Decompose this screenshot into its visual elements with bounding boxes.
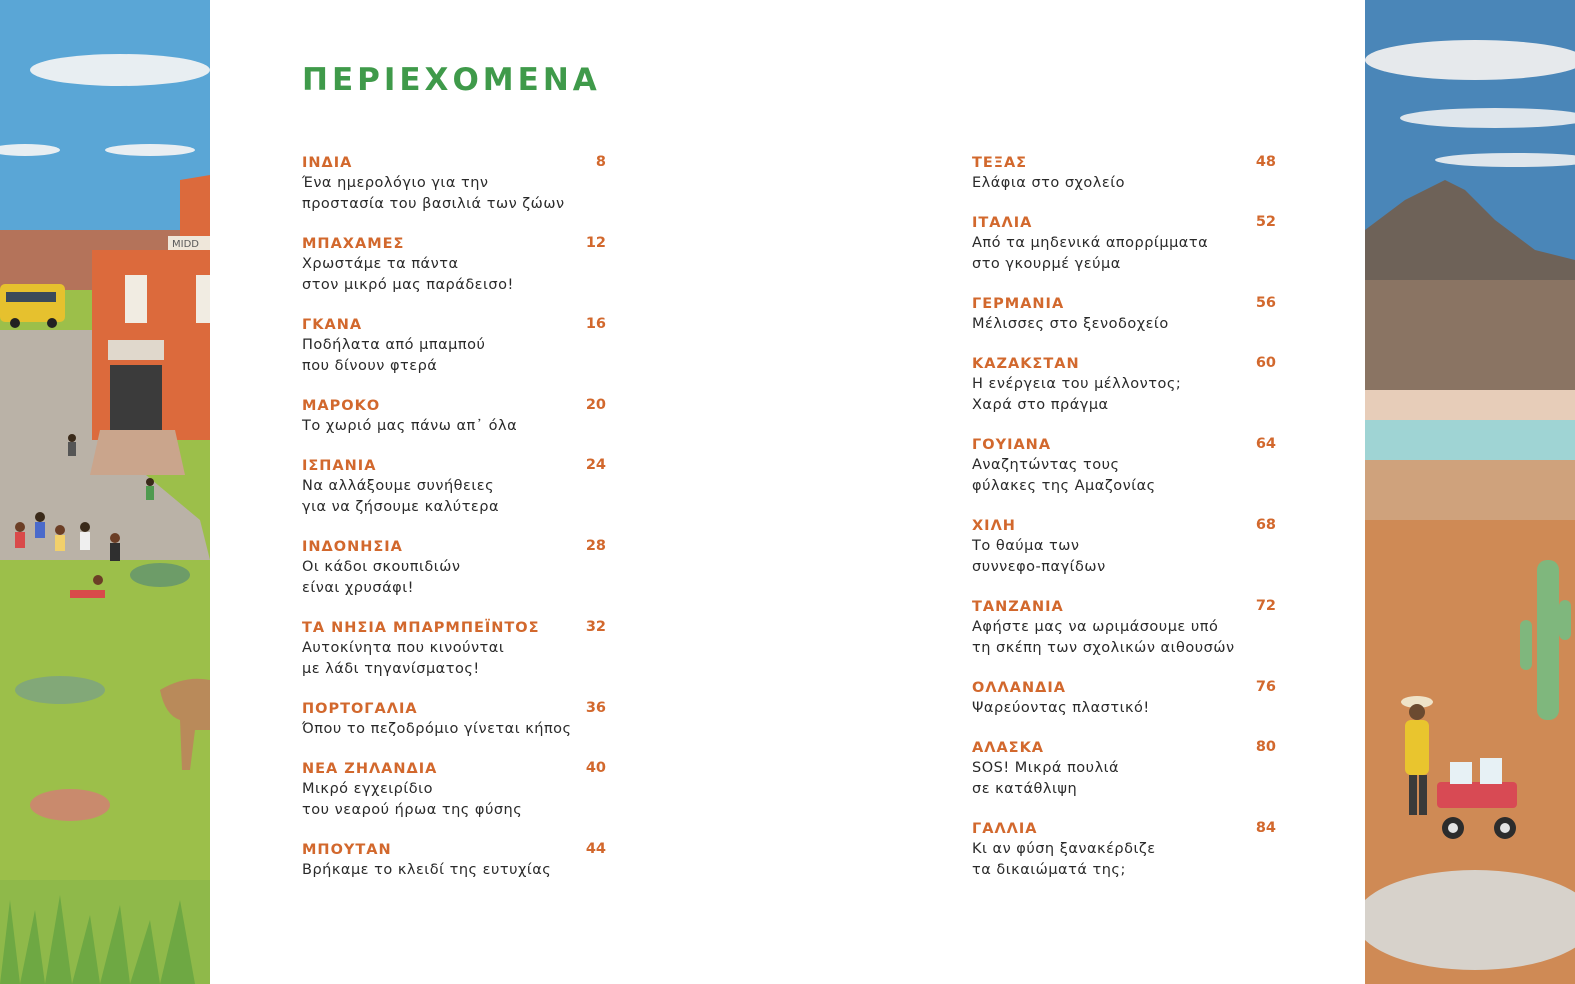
page-number: 76 [1255, 679, 1276, 695]
country-name: ΙΝΔΟΝΗΣΙΑ [302, 539, 403, 555]
toc-left-column [302, 152, 606, 899]
toc-entry-header [972, 152, 1276, 173]
toc-entry [302, 617, 606, 680]
country-name: ΤΑ ΝΗΣΙΑ ΜΠΑΡΜΠΕΪΝΤΟΣ [302, 620, 540, 636]
bus-wheel [10, 318, 20, 328]
page-number: 36 [585, 700, 606, 716]
page-number: 44 [585, 841, 606, 857]
chapter-title-line: Μέλισσες στο ξενοδοχείο [972, 316, 1169, 332]
chapter-title-line: που δίνουν φτερά [302, 358, 438, 374]
chapter-title-line: Το χωριό μας πάνω απ᾽ όλα [302, 418, 518, 434]
toc-entry-header [302, 455, 606, 476]
chapter-title-line: Ποδήλατα από μπαμπού [302, 337, 486, 353]
toc-entry [302, 233, 606, 296]
toc-entry-header [302, 839, 606, 860]
page-number: 20 [585, 397, 606, 413]
toc-entry [302, 314, 606, 377]
chapter-title-line: SOS! Μικρά πουλιά [972, 760, 1120, 776]
chapter-title-line: Η ενέργεια του μέλλοντος; [972, 376, 1182, 392]
toc-entry [302, 758, 606, 821]
toc-entry-header [302, 698, 606, 719]
country-name: ΜΠΟΥΤΑΝ [302, 842, 392, 858]
chapter-title-line: συννεφο-παγίδων [972, 559, 1106, 575]
toc-entry [972, 596, 1276, 659]
country-name: ΜΠΑΧΑΜΕΣ [302, 236, 405, 252]
chapter-title-line: Αναζητώντας τους [972, 457, 1120, 473]
chapter-title-line: τη σκέπη των σχολικών αιθουσών [972, 640, 1235, 656]
toc-entry-header [302, 617, 606, 638]
chapter-title-line: είναι χρυσάφι! [302, 580, 414, 596]
cactus-arm [1559, 600, 1571, 640]
page-number: 72 [1255, 598, 1276, 614]
page-number: 40 [585, 760, 606, 776]
chapter-title-line: Όπου το πεζοδρόμιο γίνεται κήπος [302, 721, 572, 737]
cactus-arm [1520, 620, 1532, 670]
country-name: ΙΣΠΑΝΙΑ [302, 458, 377, 474]
chapter-title-line: Μικρό εγχειρίδιο [302, 781, 433, 797]
bush [15, 676, 105, 704]
chapter-title-line: Αυτοκίνητα που κινούνται [302, 640, 505, 656]
toc-entry [302, 395, 606, 437]
chapter-title-line: Οι κάδοι σκουπιδιών [302, 559, 461, 575]
sand-band [1365, 460, 1575, 520]
toc-entry [972, 212, 1276, 275]
school-steps [90, 430, 185, 475]
school-sign: MIDD [172, 239, 199, 250]
toc-entry [972, 293, 1276, 335]
country-name: ΑΛΑΣΚΑ [972, 740, 1045, 756]
chapter-title-line: Χαρά στο πράγμα [972, 397, 1109, 413]
page-number: 24 [585, 457, 606, 473]
toc-entry-header [972, 212, 1276, 233]
toc-entry-header [972, 353, 1276, 374]
chapter-title-line: με λάδι τηγανίσματος! [302, 661, 480, 677]
country-name: ΚΑΖΑΚΣΤΑΝ [972, 356, 1080, 372]
right-illustration-panel [1365, 0, 1575, 984]
page-number: 16 [585, 316, 606, 332]
chapter-title-line: Ένα ημερολόγιο για την [302, 175, 489, 191]
country-name: ΜΑΡΟΚΟ [302, 398, 381, 414]
rock [30, 789, 110, 821]
toc-entry [972, 515, 1276, 578]
chapter-title-line: Το θαύμα των [972, 538, 1080, 554]
toc-entry-header [302, 758, 606, 779]
chapter-title-line: στο γκουρμέ γεύμα [972, 256, 1121, 272]
page-number: 80 [1255, 739, 1276, 755]
bush [130, 563, 190, 587]
page-number: 28 [585, 538, 606, 554]
cloud [105, 144, 195, 156]
chapter-title-line: Ελάφια στο σχολείο [972, 175, 1125, 191]
chapter-title-line: του νεαρού ήρωα της φύσης [302, 802, 523, 818]
country-name: ΓΑΛΛΙΑ [972, 821, 1038, 837]
country-name: ΟΛΛΑΝΔΙΑ [972, 680, 1066, 696]
country-name: ΤΕΞΑΣ [972, 155, 1028, 171]
chapter-title-line: Αφήστε μας να ωριμάσουμε υπό [972, 619, 1219, 635]
toc-entry-header [972, 434, 1276, 455]
toc-entry [972, 677, 1276, 719]
page-number: 68 [1255, 517, 1276, 533]
toc-entry [302, 152, 606, 215]
rock-foreground [1365, 870, 1575, 970]
chapter-title-line: Κι αν φύση ξανακέρδιζε [972, 841, 1156, 857]
toc-entry [972, 434, 1276, 497]
toc-entry-header [302, 536, 606, 557]
page-number: 84 [1255, 820, 1276, 836]
toc-entry-header [972, 677, 1276, 698]
toc-entry-header [302, 314, 606, 335]
page-number: 64 [1255, 436, 1276, 452]
chapter-title-line: Βρήκαμε το κλειδί της ευτυχίας [302, 862, 552, 878]
desert-illustration [1365, 0, 1575, 984]
school-bus [0, 284, 65, 322]
page-number: 8 [595, 154, 606, 170]
chapter-title-line: τα δικαιώματά της; [972, 862, 1126, 878]
country-name: ΤΑΝΖΑΝΙΑ [972, 599, 1064, 615]
toc-entry [972, 353, 1276, 416]
bus-windows [6, 292, 56, 302]
chapter-title-line: προστασία του βασιλιά των ζώων [302, 196, 565, 212]
toc-entry [972, 818, 1276, 881]
school-window [125, 275, 147, 323]
toc-entry-header [302, 233, 606, 254]
chapter-title-line: για να ζήσουμε καλύτερα [302, 499, 500, 515]
toc-entry [302, 455, 606, 518]
cactus [1537, 560, 1559, 720]
bus-wheel [47, 318, 57, 328]
country-name: ΠΟΡΤΟΓΑΛΙΑ [302, 701, 418, 717]
door-canopy [108, 340, 164, 360]
toc-entry-header [302, 395, 606, 416]
toc-entry [972, 737, 1276, 800]
toc-entry-header [972, 515, 1276, 536]
chapter-title-line: Να αλλάξουμε συνήθειες [302, 478, 495, 494]
country-name: ΝΕΑ ΖΗΛΑΝΔΙΑ [302, 761, 438, 777]
page-number: 56 [1255, 295, 1276, 311]
page-number: 48 [1255, 154, 1276, 170]
page-number: 12 [585, 235, 606, 251]
toc-entry-header [972, 737, 1276, 758]
toc-entry-header [972, 818, 1276, 839]
cloud [1365, 40, 1575, 80]
chapter-title-line: Χρωστάμε τα πάντα [302, 256, 459, 272]
sand-band [1365, 390, 1575, 420]
chapter-title-line: φύλακες της Αμαζονίας [972, 478, 1156, 494]
country-name: ΙΤΑΛΙΑ [972, 215, 1033, 231]
country-name: ΓΟΥΙΑΝΑ [972, 437, 1052, 453]
chapter-title-line: στον μικρό μας παράδεισο! [302, 277, 514, 293]
page-number: 32 [585, 619, 606, 635]
country-name: ΓΚΑΝΑ [302, 317, 363, 333]
chapter-title-line: Από τα μηδενικά απορρίμματα [972, 235, 1209, 251]
school-door [110, 365, 162, 430]
country-name: ΧΙΛΗ [972, 518, 1016, 534]
left-illustration-panel [0, 0, 210, 984]
toc-entry [302, 839, 606, 881]
contents-title: ΠΕΡΙΕΧΟΜΕΝΑ [302, 62, 601, 98]
toc-entry [972, 152, 1276, 194]
toc-entry-header [302, 152, 606, 173]
sky [0, 0, 210, 240]
toc-entry [302, 536, 606, 599]
school-yard-illustration [0, 0, 210, 984]
page-number: 60 [1255, 355, 1276, 371]
toc-entry-header [972, 293, 1276, 314]
country-name: ΓΕΡΜΑΝΙΑ [972, 296, 1065, 312]
toc-entry [302, 698, 606, 740]
toc-right-column [972, 152, 1276, 899]
school-window [196, 275, 210, 323]
chapter-title-line: Ψαρεύοντας πλαστικό! [972, 700, 1150, 716]
water-band [1365, 420, 1575, 460]
cloud [30, 54, 210, 86]
page-number: 52 [1255, 214, 1276, 230]
country-name: ΙΝΔΙΑ [302, 155, 353, 171]
toc-entry-header [972, 596, 1276, 617]
hillside [1365, 280, 1575, 390]
chapter-title-line: σε κατάθλιψη [972, 781, 1078, 797]
